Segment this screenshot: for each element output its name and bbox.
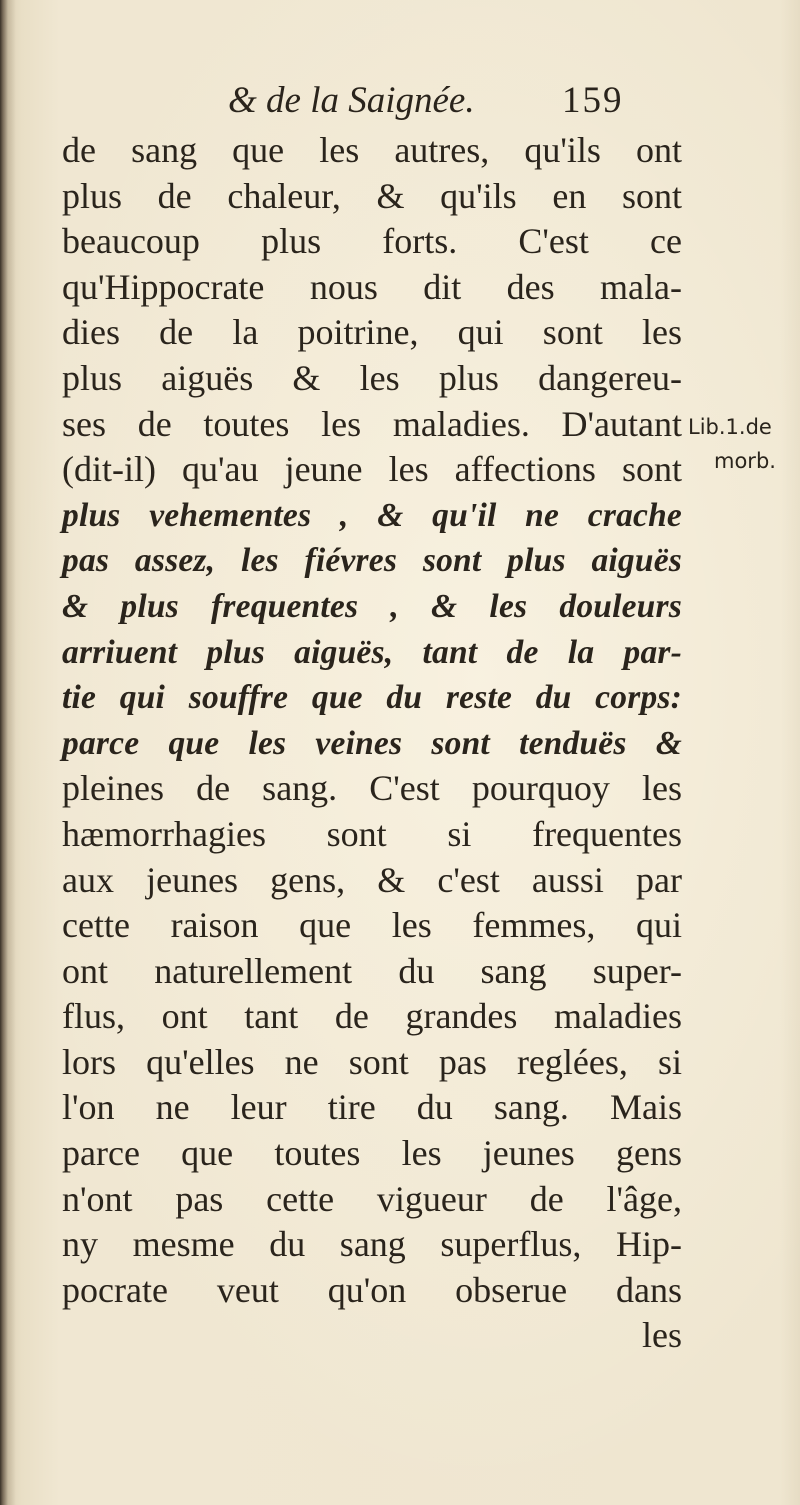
text-line: plus aiguës & les plus dangereu- <box>62 357 682 398</box>
text-line: cette raison que les femmes, qui <box>62 905 682 946</box>
quoted-line: plus vehementes , & qu'il ne crache <box>62 496 682 534</box>
text-line: plus de chaleur, & qu'ils en sont <box>62 175 682 216</box>
text-line: ny mesme du sang superflus, Hip- <box>62 1224 682 1265</box>
text-line: (dit-il) qu'au jeune les affections sont <box>62 449 682 490</box>
text-line: ses de toutes les maladies. D'autant <box>62 403 682 444</box>
quoted-line: & plus frequentes , & les douleurs <box>62 587 682 625</box>
text-line: hæmorrhagies sont si frequentes <box>62 813 682 854</box>
text-line: flus, ont tant de grandes maladies <box>62 996 682 1037</box>
margin-citation-line: morb. <box>714 449 776 473</box>
text-line: l'on ne leur tire du sang. Mais <box>62 1087 682 1128</box>
margin-citation <box>688 410 796 478</box>
text-line: beaucoup plus forts. C'est ce <box>62 221 682 262</box>
page-number: 159 <box>562 80 624 121</box>
quoted-line: tie qui souffre que du reste du corps: <box>62 679 682 717</box>
binding-edge <box>0 0 16 1505</box>
running-title: & de la Saignée. <box>228 80 475 121</box>
text-line: parce que toutes les jeunes gens <box>62 1133 682 1174</box>
body-text <box>62 128 682 1359</box>
text-line: pleines de sang. C'est pourquoy les <box>62 768 682 809</box>
text-line: pocrate veut qu'on obserue dans <box>62 1269 682 1310</box>
text-line: lors qu'elles ne sont pas reglées, si <box>62 1041 682 1082</box>
text-line: n'ont pas cette vigueur de l'âge, <box>62 1178 682 1219</box>
quoted-line: parce que les veines sont tenduës & <box>62 724 682 762</box>
text-line: dies de la poitrine, qui sont les <box>62 312 682 353</box>
quoted-line: pas assez, les fiévres sont plus aiguës <box>62 542 682 580</box>
text-line: qu'Hippocrate nous dit des mala- <box>62 266 682 307</box>
text-line: ont naturellement du sang super- <box>62 950 682 991</box>
text-line: de sang que les autres, qu'ils ont <box>62 130 682 170</box>
margin-citation-line: Lib.1.de <box>688 415 772 439</box>
text-line: aux jeunes gens, & c'est aussi par <box>62 859 682 900</box>
page-header <box>228 78 688 124</box>
quoted-line: arriuent plus aiguës, tant de la par- <box>62 633 682 671</box>
catchword: les <box>642 1315 682 1356</box>
